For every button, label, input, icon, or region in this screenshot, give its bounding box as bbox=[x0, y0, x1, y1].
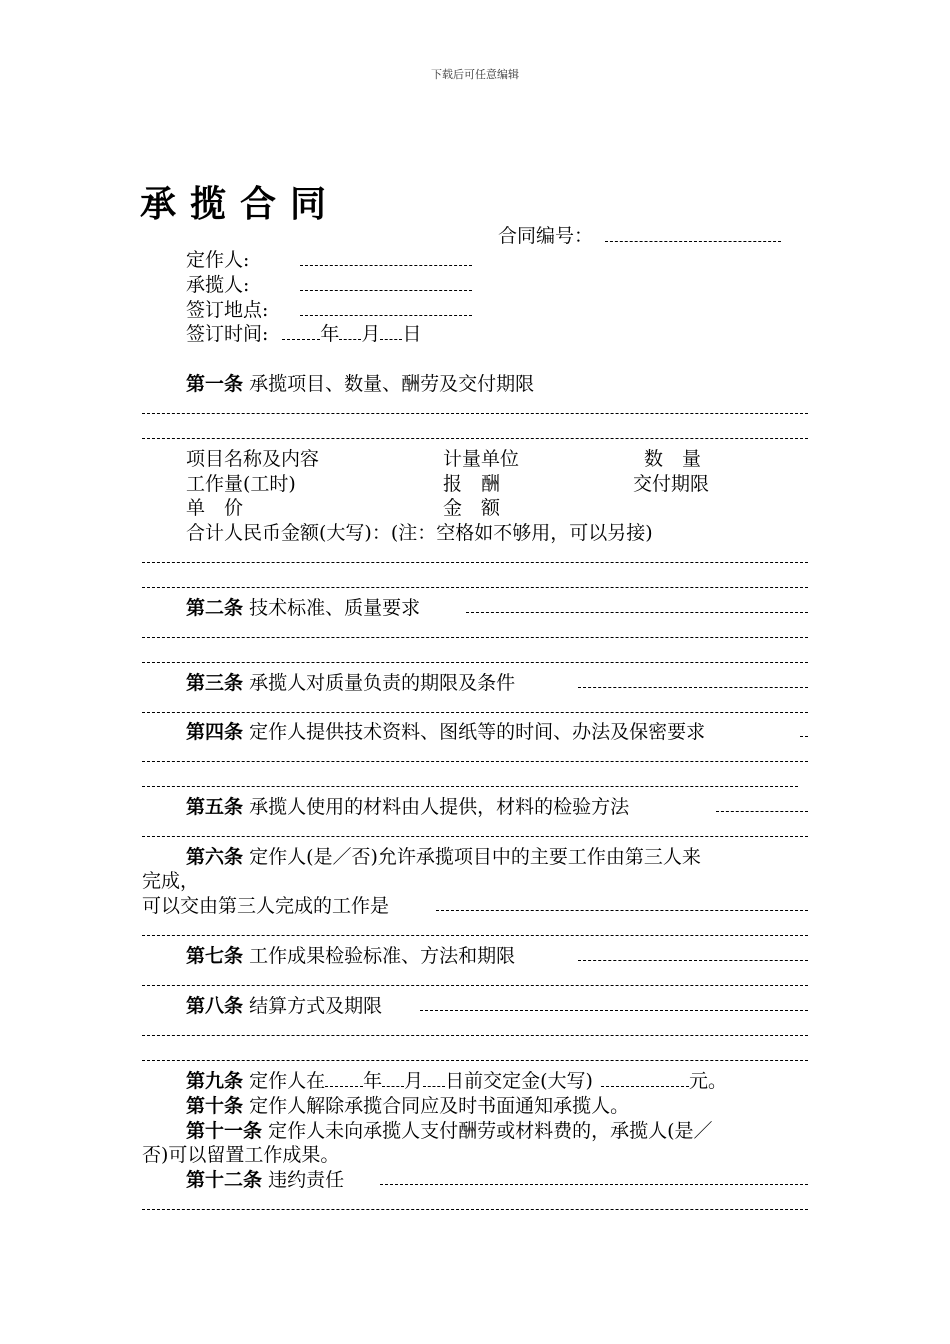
article-12-text: 违约责任 bbox=[268, 1169, 345, 1191]
article-9-text-d: 日前交定金(大写) bbox=[445, 1070, 593, 1092]
article-8-text: 结算方式及期限 bbox=[249, 995, 383, 1017]
article-1-title: 第一条 bbox=[186, 373, 244, 395]
fill-line[interactable] bbox=[436, 910, 808, 911]
deposit-year-field[interactable] bbox=[325, 1085, 363, 1087]
fill-line[interactable] bbox=[142, 438, 808, 439]
sign-place-label: 签订地点: bbox=[186, 299, 269, 321]
table-cell: 单 价 bbox=[186, 497, 244, 519]
article-7-title: 第七条 bbox=[186, 945, 244, 967]
fill-line[interactable] bbox=[142, 587, 808, 588]
fill-line[interactable] bbox=[142, 985, 808, 986]
table-cell: 工作量(工时) bbox=[186, 473, 296, 495]
article-6-title: 第六条 bbox=[186, 846, 244, 868]
article-3 bbox=[186, 671, 515, 695]
table-total: 合计人民币金额(大写)：(注：空格如不够用，可以另接) bbox=[186, 522, 653, 544]
fill-line[interactable] bbox=[142, 662, 808, 663]
article-2 bbox=[186, 596, 420, 620]
table-cell: 数 量 bbox=[644, 448, 702, 470]
fill-line[interactable] bbox=[142, 562, 808, 563]
article-3-text: 承揽人对质量负责的期限及条件 bbox=[249, 672, 516, 694]
table-cell: 计量单位 bbox=[443, 448, 520, 470]
contract-title: 承揽合同 bbox=[140, 184, 341, 225]
fill-line[interactable] bbox=[800, 736, 808, 737]
article-5-text: 承揽人使用的材料由人提供，材料的检验方法 bbox=[249, 796, 630, 818]
party-client-label: 定作人: bbox=[186, 249, 250, 271]
article-6 bbox=[186, 845, 701, 869]
article-4-text: 定作人提供技术资料、图纸等的时间、办法及保密要求 bbox=[249, 721, 706, 743]
article-6-text-2: 完成， bbox=[142, 870, 200, 892]
article-10-title: 第十条 bbox=[186, 1095, 244, 1117]
article-11-text-2: 否)可以留置工作成果。 bbox=[142, 1144, 340, 1166]
sign-year-field[interactable] bbox=[282, 338, 320, 340]
fill-line[interactable] bbox=[142, 712, 808, 713]
fill-line[interactable] bbox=[142, 786, 798, 787]
article-10 bbox=[186, 1094, 629, 1118]
sign-year-unit: 年 bbox=[320, 323, 340, 345]
header-note: 下载后可任意编辑 bbox=[431, 68, 519, 81]
fill-line[interactable] bbox=[142, 836, 808, 837]
deposit-day-field[interactable] bbox=[423, 1085, 445, 1087]
party-contractor-field[interactable] bbox=[300, 289, 472, 291]
party-contractor-label: 承揽人: bbox=[186, 274, 250, 296]
article-9-text-c: 月 bbox=[404, 1070, 424, 1092]
article-3-title: 第三条 bbox=[186, 672, 244, 694]
fill-line[interactable] bbox=[142, 935, 808, 936]
fill-line[interactable] bbox=[420, 1010, 808, 1011]
contract-number-row bbox=[498, 224, 781, 248]
table-cell: 报 酬 bbox=[443, 473, 501, 495]
sign-month-field[interactable] bbox=[339, 338, 361, 340]
sign-day-unit: 日 bbox=[402, 323, 422, 345]
fill-line[interactable] bbox=[142, 637, 808, 638]
sign-day-field[interactable] bbox=[380, 338, 402, 340]
article-10-text: 定作人解除承揽合同应及时书面通知承揽人。 bbox=[249, 1095, 630, 1117]
article-12-title: 第十二条 bbox=[186, 1169, 263, 1191]
article-4 bbox=[186, 720, 705, 744]
article-1-text: 承揽项目、数量、酬劳及交付期限 bbox=[249, 373, 535, 395]
article-8-title: 第八条 bbox=[186, 995, 244, 1017]
sign-month-unit: 月 bbox=[361, 323, 381, 345]
sign-place-row bbox=[186, 298, 268, 322]
fill-line[interactable] bbox=[716, 811, 808, 812]
deposit-month-field[interactable] bbox=[382, 1085, 404, 1087]
fill-line[interactable] bbox=[380, 1184, 808, 1185]
article-8 bbox=[186, 994, 382, 1018]
article-5 bbox=[186, 795, 629, 819]
sign-time-row bbox=[186, 322, 421, 346]
article-9-text-a: 定作人在 bbox=[249, 1070, 326, 1092]
article-6-text-3: 可以交由第三人完成的工作是 bbox=[142, 895, 390, 917]
party-client-row bbox=[186, 248, 249, 272]
fill-line[interactable] bbox=[466, 612, 808, 613]
fill-line[interactable] bbox=[142, 1209, 808, 1210]
article-11 bbox=[186, 1119, 712, 1143]
fill-line[interactable] bbox=[578, 687, 808, 688]
contract-number-label: 合同编号： bbox=[498, 225, 594, 247]
contract-number-field[interactable] bbox=[605, 240, 781, 242]
article-9 bbox=[186, 1069, 727, 1093]
article-4-title: 第四条 bbox=[186, 721, 244, 743]
article-11-title: 第十一条 bbox=[186, 1120, 263, 1142]
party-contractor-row bbox=[186, 273, 249, 297]
fill-line[interactable] bbox=[578, 960, 808, 961]
sign-place-field[interactable] bbox=[300, 314, 472, 316]
table-cell: 交付期限 bbox=[633, 473, 710, 495]
article-1 bbox=[186, 372, 534, 396]
article-7 bbox=[186, 944, 515, 968]
fill-line[interactable] bbox=[142, 1060, 808, 1061]
article-2-text: 技术标准、质量要求 bbox=[249, 597, 421, 619]
fill-line[interactable] bbox=[142, 761, 808, 762]
article-5-title: 第五条 bbox=[186, 796, 244, 818]
article-6-text: 定作人(是／否)允许承揽项目中的主要工作由第三人来 bbox=[249, 846, 701, 868]
fill-line[interactable] bbox=[142, 1035, 808, 1036]
fill-line[interactable] bbox=[142, 413, 808, 414]
party-client-field[interactable] bbox=[300, 264, 472, 266]
article-9-title: 第九条 bbox=[186, 1070, 244, 1092]
article-9-text-e: 元。 bbox=[688, 1070, 727, 1092]
article-11-text: 定作人未向承揽人支付酬劳或材料费的，承揽人(是／ bbox=[268, 1120, 713, 1142]
table-cell: 项目名称及内容 bbox=[186, 448, 320, 470]
article-7-text: 工作成果检验标准、方法和期限 bbox=[249, 945, 516, 967]
article-12 bbox=[186, 1168, 344, 1192]
sign-time-label: 签订时间: bbox=[186, 323, 269, 345]
article-2-title: 第二条 bbox=[186, 597, 244, 619]
article-9-text-b: 年 bbox=[363, 1070, 383, 1092]
deposit-amount-field[interactable] bbox=[601, 1085, 689, 1087]
table-cell: 金 额 bbox=[443, 497, 501, 519]
